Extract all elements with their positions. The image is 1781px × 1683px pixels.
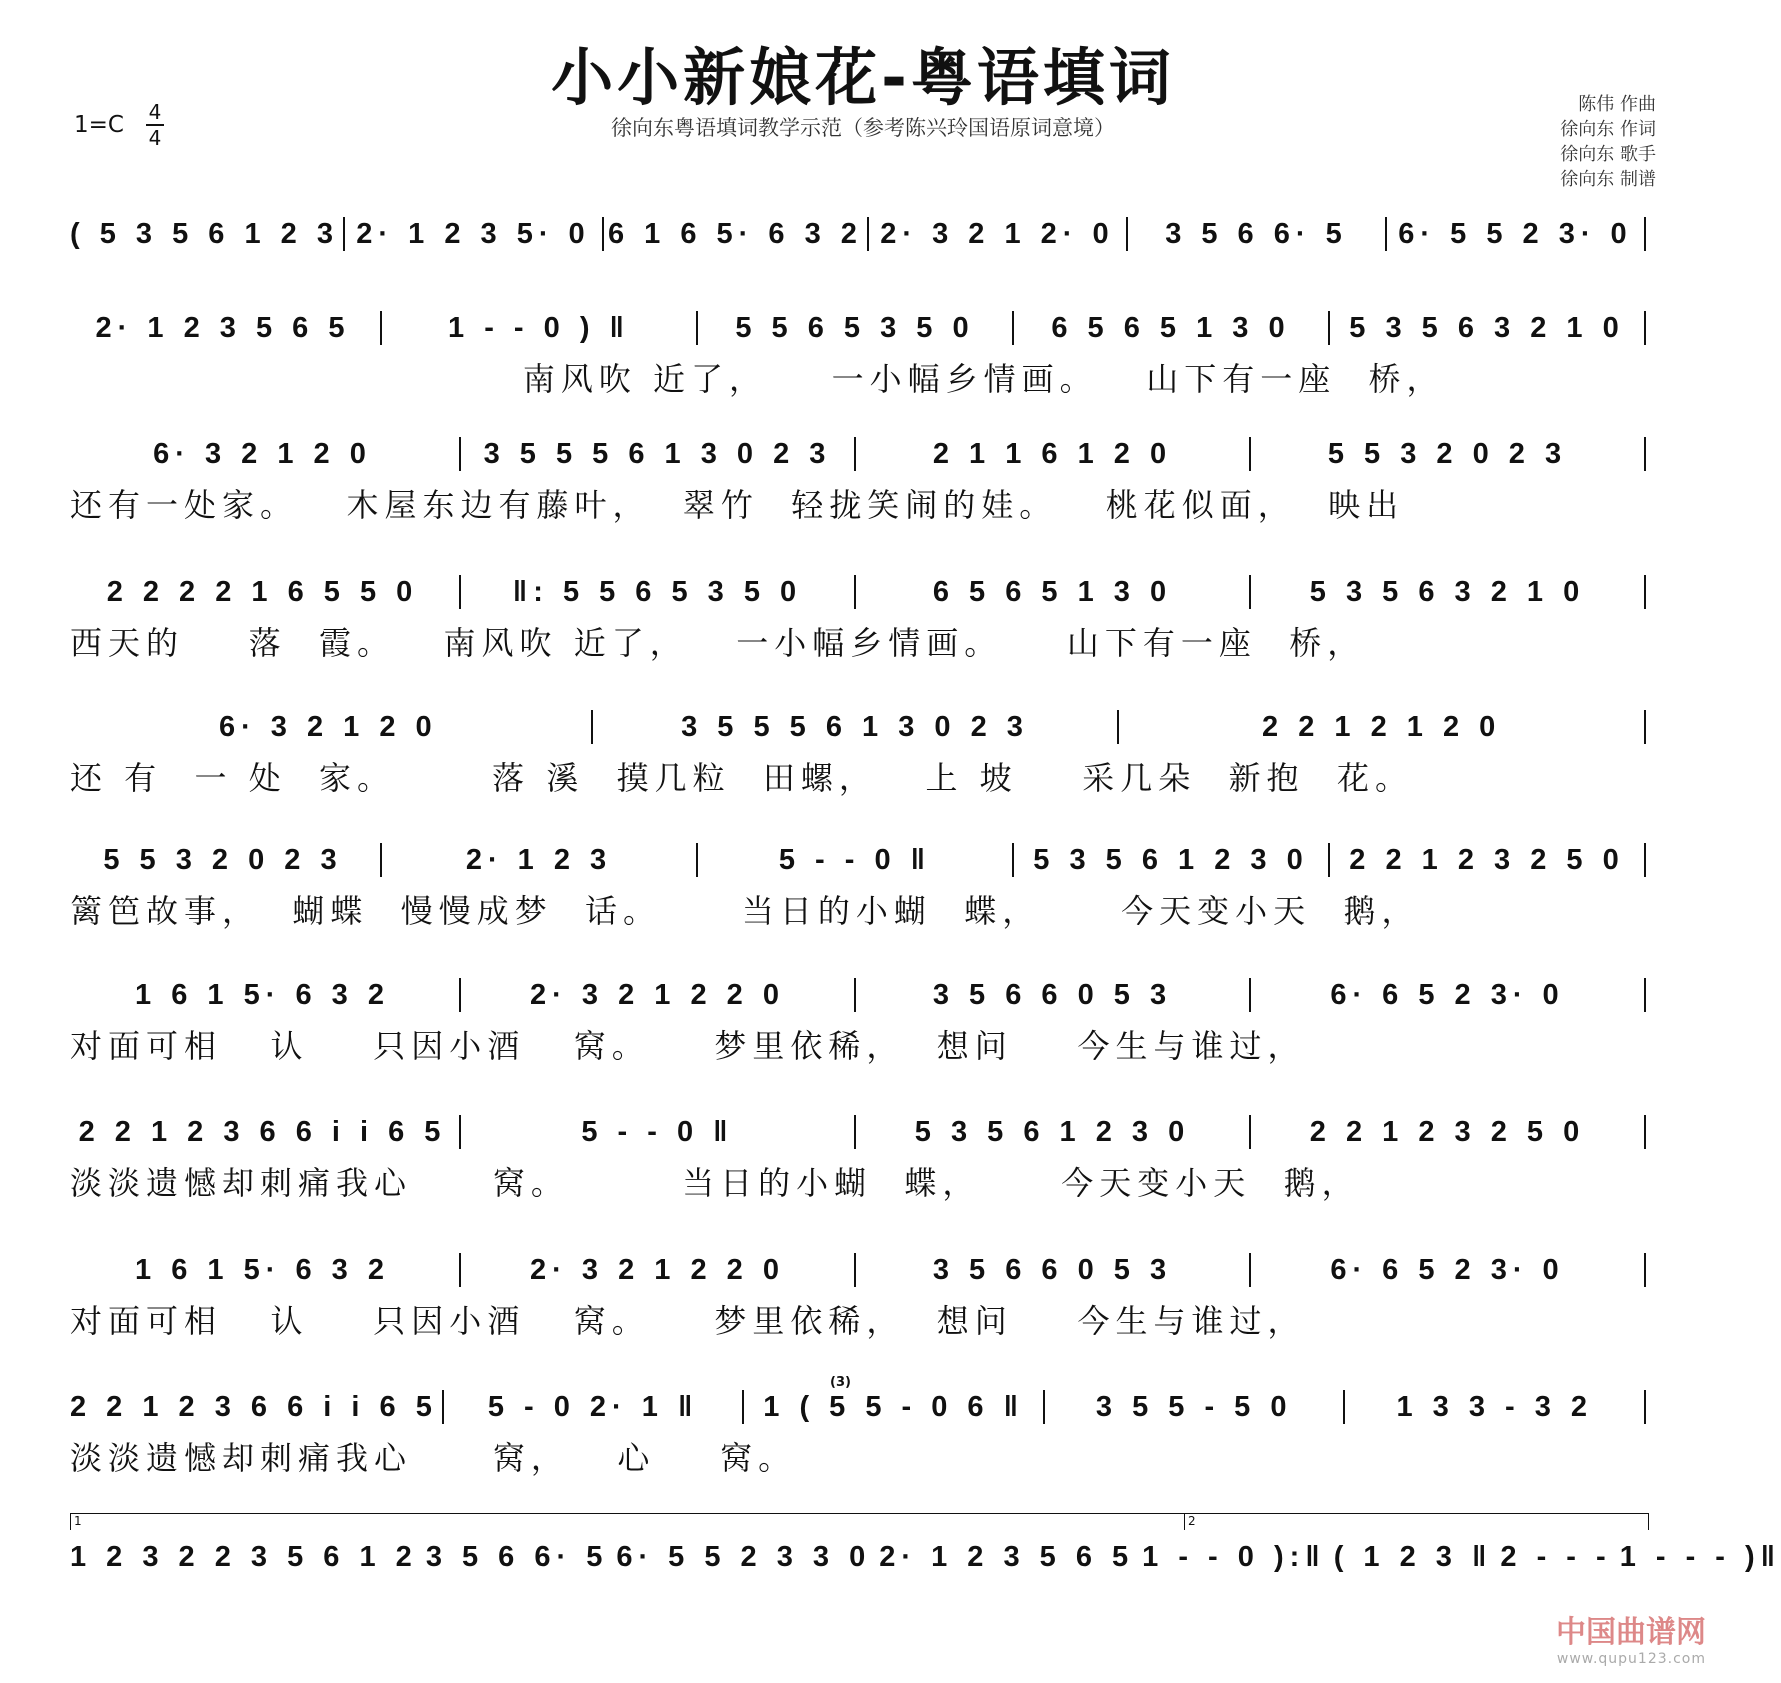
barline — [380, 843, 382, 877]
measure: 5 3 5 6 1 2 3 0 — [1033, 843, 1309, 876]
volta-first: 1 — [70, 1513, 1184, 1530]
subtitle: 徐向东粤语填词教学示范（参考陈兴玲国语原词意境） — [611, 116, 1115, 140]
note-row — [70, 1535, 1781, 1579]
credit-lyricist: 徐向东 作词 — [1560, 119, 1656, 140]
barline — [1012, 311, 1014, 345]
measure: 1 2 3 2 2 3 5 6 1 2 — [70, 1540, 418, 1573]
barline — [459, 978, 461, 1012]
barline — [459, 1115, 461, 1149]
measure: 2· 1 2 3 5 6 5 — [95, 311, 351, 344]
barline — [1343, 1390, 1345, 1424]
measure: 3 5 6 6 0 5 3 — [932, 978, 1173, 1011]
measure: 2· 3 2 1 2· 0 — [880, 217, 1115, 250]
barline — [459, 1253, 461, 1287]
measure: 6 5 6 5 1 3 0 — [932, 575, 1173, 608]
measure: 2· 1 2 3 5 6 5 — [879, 1540, 1135, 1573]
lyric-line: 南风吹 近了， 一小幅乡情画。 山下有一座 桥， — [70, 360, 1445, 398]
measure: 5 3 5 6 3 2 1 0 — [1309, 575, 1586, 608]
barline — [1249, 1115, 1251, 1149]
barline — [696, 311, 698, 345]
barline — [854, 575, 856, 609]
song-title: 小小新娘花-粤语填词 — [551, 41, 1175, 114]
barline — [1644, 710, 1646, 744]
barline — [459, 437, 461, 471]
score-system — [70, 432, 1650, 526]
score-system — [70, 838, 1650, 932]
barline — [1644, 1253, 1646, 1287]
measure: 2 2 1 2 1 2 0 — [1262, 710, 1502, 743]
measure: 5 5 6 5 3 5 0 — [735, 311, 975, 344]
measure: 6· 3 2 1 2 0 — [153, 437, 372, 470]
measure: 3 5 6 6· 5 — [1165, 217, 1348, 250]
credits — [1560, 92, 1656, 192]
barline — [380, 311, 382, 345]
score-system — [70, 705, 1650, 799]
barline — [442, 1390, 444, 1424]
barline — [1644, 575, 1646, 609]
credit-transcriber: 徐向东 制谱 — [1560, 169, 1656, 190]
barline — [602, 217, 604, 251]
lyric-line: 淡淡遗憾却刺痛我心 窝。 当日的小蝴 蝶， 今天变小天 鹅， — [70, 1164, 1360, 1202]
measure: 3 5 6 6 0 5 3 — [932, 1253, 1173, 1286]
measure: 1 - - - )‖ — [1619, 1540, 1781, 1573]
barline — [1644, 978, 1646, 1012]
meter-top: 4 — [148, 100, 162, 124]
lyric-line: 西天的 落 霞。 南风吹 近了， 一小幅乡情画。 山下有一座 桥， — [70, 624, 1366, 662]
repeat-mark: (3) — [830, 1375, 851, 1390]
note-row — [70, 1110, 1650, 1154]
measure: 1 ( 5 5 - 0 6 ‖ — [763, 1390, 1025, 1423]
barline — [1644, 311, 1646, 345]
measure: 5 3 5 6 1 2 3 0 — [914, 1115, 1191, 1148]
measure: 3 5 5 5 6 1 3 0 2 3 — [681, 710, 1029, 743]
measure: 1 6 1 5· 6 3 2 — [135, 978, 390, 1011]
measure: 6· 5 5 2 3· 0 — [1398, 217, 1633, 250]
barline — [1385, 217, 1387, 251]
measure: 6 5 6 5 1 3 0 — [1051, 311, 1291, 344]
score-system — [70, 306, 1650, 400]
note-row — [70, 306, 1650, 350]
measure: 6· 5 5 2 3 3 0 — [616, 1540, 872, 1573]
score-system — [70, 1385, 1650, 1479]
lyric-line: 淡淡遗憾却刺痛我心 窝， 心 窝。 — [70, 1439, 797, 1477]
measure: 3 5 6 6· 5 — [425, 1540, 609, 1573]
note-row — [70, 432, 1650, 476]
barline — [854, 437, 856, 471]
barline — [854, 1253, 856, 1287]
note-row — [70, 838, 1650, 882]
score-system — [70, 973, 1650, 1067]
score-system — [70, 570, 1650, 664]
measure: 5 - - 0 ‖ — [581, 1115, 734, 1148]
measure: 5 5 3 2 0 2 3 — [1327, 437, 1568, 470]
note-row — [70, 1248, 1650, 1292]
barline — [1644, 843, 1646, 877]
barline — [742, 1390, 744, 1424]
measure: ( 5 3 5 6 1 2 3 — [70, 217, 339, 250]
key-signature: 1=C — [74, 112, 124, 138]
barline — [696, 843, 698, 877]
barline — [1644, 1390, 1646, 1424]
barline — [1328, 311, 1330, 345]
watermark-logo: 中国曲谱网 — [1556, 1615, 1706, 1650]
measure: 3 5 5 - 5 0 — [1095, 1390, 1293, 1423]
barline — [1644, 217, 1646, 251]
score-system — [70, 1535, 1781, 1583]
note-row — [70, 1385, 1650, 1429]
barline — [867, 217, 869, 251]
measure: 2· 1 2 3 — [465, 843, 613, 876]
measure: 2 2 2 2 1 6 5 5 0 — [106, 575, 419, 608]
measure: 6· 6 5 2 3· 0 — [1330, 978, 1565, 1011]
note-row — [70, 212, 1650, 256]
measure: 5 - 0 2· 1 ‖ — [487, 1390, 699, 1423]
lyric-line: 对面可相 认 只因小酒 窝。 梦里依稀， 想问 今生与谁过， — [70, 1027, 1306, 1065]
measure: 6· 6 5 2 3· 0 — [1330, 1253, 1565, 1286]
measure: 2 2 1 2 3 6 6 i i 6 5 — [78, 1115, 447, 1148]
measure: 1 - - 0 ):‖ — [1142, 1540, 1326, 1573]
barline — [1328, 843, 1330, 877]
credit-composer: 陈伟 作曲 — [1578, 94, 1656, 115]
barline — [1126, 217, 1128, 251]
barline — [343, 217, 345, 251]
meter-bottom: 4 — [148, 126, 162, 150]
measure: 2· 1 2 3 5· 0 — [356, 217, 591, 250]
measure: 5 3 5 6 3 2 1 0 — [1349, 311, 1625, 344]
barline — [1012, 843, 1014, 877]
barline — [591, 710, 593, 744]
barline — [1043, 1390, 1045, 1424]
measure: 2 2 1 2 3 6 6 i i 6 5 — [70, 1390, 438, 1423]
measure: 1 - - 0 ) ‖ — [448, 311, 630, 344]
score-system — [70, 1248, 1650, 1342]
barline — [1249, 978, 1251, 1012]
volta-second: 2 — [1184, 1513, 1649, 1530]
barline — [854, 978, 856, 1012]
note-row — [70, 705, 1650, 749]
note-row — [70, 570, 1650, 614]
barline — [1249, 1253, 1251, 1287]
measure: ( 1 2 3 ‖ — [1333, 1540, 1493, 1573]
measure: 5 5 3 2 0 2 3 — [103, 843, 343, 876]
measure: 2· 3 2 1 2 2 0 — [530, 1253, 785, 1286]
measure: 1 3 3 - 3 2 — [1396, 1390, 1594, 1423]
barline — [1644, 1115, 1646, 1149]
barline — [1249, 575, 1251, 609]
measure: 6 1 6 5· 6 3 2 — [608, 217, 863, 250]
measure: 2 - - - — [1500, 1540, 1612, 1573]
lyric-line: 还有一处家。 木屋东边有藤叶， 翠竹 轻拢笑闹的娃。 桃花似面， 映出 — [70, 486, 1405, 524]
measure: 6· 3 2 1 2 0 — [218, 710, 438, 743]
note-row — [70, 973, 1650, 1017]
barline — [854, 1115, 856, 1149]
score-system — [70, 1110, 1650, 1204]
measure: ‖: 5 5 6 5 3 5 0 — [512, 575, 803, 608]
measure: 2 1 1 6 1 2 0 — [932, 437, 1173, 470]
watermark — [1556, 1607, 1706, 1667]
measure: 1 6 1 5· 6 3 2 — [135, 1253, 390, 1286]
measure: 5 - - 0 ‖ — [778, 843, 932, 876]
lyric-line: 还 有 一 处 家。 落 溪 摸几粒 田螺， 上 坡 采几朵 新抱 花。 — [70, 759, 1413, 797]
measure: 2 2 1 2 3 2 5 0 — [1309, 1115, 1586, 1148]
score-system — [70, 212, 1650, 260]
barline — [1117, 710, 1119, 744]
barline — [1249, 437, 1251, 471]
barline — [1644, 437, 1646, 471]
credit-singer: 徐向东 歌手 — [1560, 144, 1656, 165]
measure: 2· 3 2 1 2 2 0 — [530, 978, 785, 1011]
lyric-line: 对面可相 认 只因小酒 窝。 梦里依稀， 想问 今生与谁过， — [70, 1302, 1306, 1340]
measure: 2 2 1 2 3 2 5 0 — [1349, 843, 1625, 876]
lyric-line: 篱笆故事， 蝴蝶 慢慢成梦 话。 当日的小蝴 蝶， 今天变小天 鹅， — [70, 892, 1420, 930]
watermark-url: www.qupu123.com — [1556, 1651, 1706, 1667]
barline — [459, 575, 461, 609]
measure: 3 5 5 5 6 1 3 0 2 3 — [483, 437, 832, 470]
